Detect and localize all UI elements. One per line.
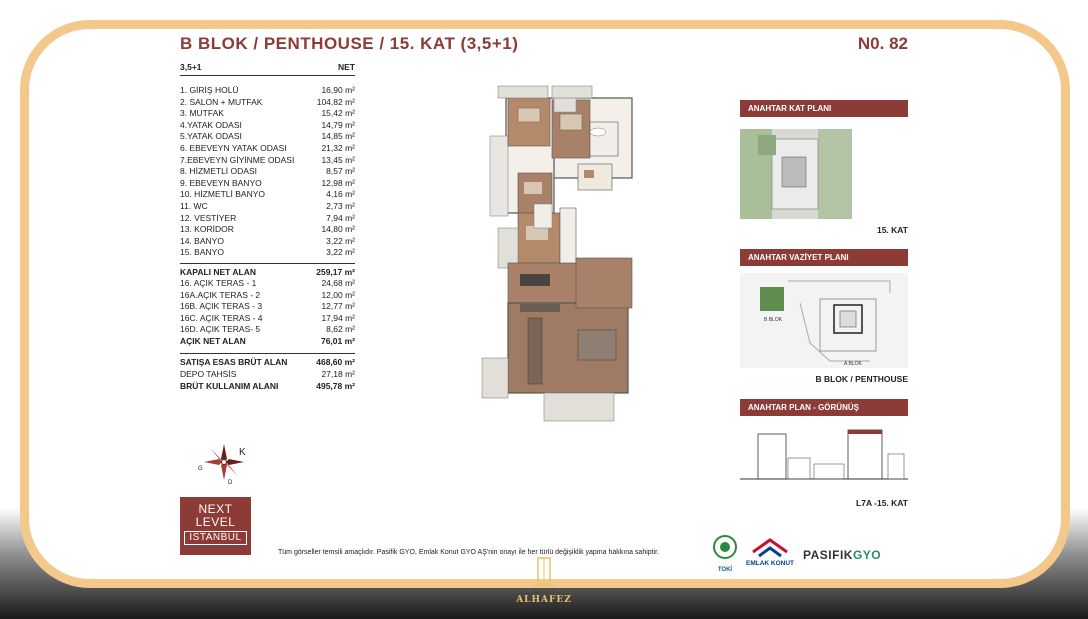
row-area: 12,00 m²	[321, 289, 355, 300]
page-title: B BLOK / PENTHOUSE / 15. KAT (3,5+1)	[180, 34, 519, 53]
alhafez-building-icon	[530, 556, 558, 590]
gyo-word: GYO	[852, 548, 882, 562]
row-name: 9. EBEVEYN BANYO	[180, 177, 262, 188]
row-area: 3,22 m²	[326, 235, 355, 246]
table-row	[180, 224, 355, 236]
table-header	[180, 62, 355, 76]
row-name: 15. BANYO	[180, 247, 224, 258]
table-row	[180, 166, 355, 178]
key-site-label-a: A BLOK	[844, 361, 862, 367]
key-elevation-thumbnail	[740, 424, 908, 492]
row-name: 10. HİZMETLİ BANYO	[180, 189, 266, 200]
floor-plan	[468, 78, 640, 423]
row-area: 3,22 m²	[326, 247, 355, 258]
compass-k: K	[239, 447, 246, 458]
row-area: 14,79 m²	[321, 119, 355, 130]
emlak-konut-label: EMLAK KONUT	[745, 560, 795, 567]
kapali-row	[180, 263, 355, 278]
row-area: 17,94 m²	[321, 312, 355, 323]
key-site-heading: ANAHTAR VAZİYET PLANI	[740, 249, 908, 266]
row-area: 12,98 m²	[321, 177, 355, 188]
table-row	[180, 278, 355, 290]
row-area: 16,90 m²	[321, 85, 355, 95]
row-name: 3. MUTFAK	[180, 108, 224, 119]
row-name: 13. KORİDOR	[180, 224, 234, 235]
depo-row	[180, 369, 355, 381]
terrace-list	[180, 278, 355, 336]
pasifik-word: PASIFIK	[803, 548, 853, 562]
key-site-image	[740, 273, 908, 368]
table-row	[180, 143, 355, 155]
row-name: 12. VESTİYER	[180, 212, 237, 223]
row-area: 8,62 m²	[326, 324, 355, 335]
row-area: 15,42 m²	[321, 108, 355, 119]
brut-label: BRÜT KULLANIM ALANI	[180, 380, 279, 391]
acik-row	[180, 336, 355, 348]
key-site-thumbnail	[740, 273, 908, 368]
total-section	[180, 353, 355, 392]
row-area: 21,32 m²	[321, 142, 355, 153]
row-name: 16A.AÇIK TERAS - 2	[180, 289, 261, 300]
table-row	[180, 189, 355, 201]
row-name: 7.EBEVEYN GİYİNME ODASI	[180, 154, 295, 165]
compass-icon	[196, 440, 252, 484]
row-name: 16B. AÇIK TERAS - 3	[180, 301, 263, 312]
key-floor-caption: 15. KAT	[876, 225, 908, 235]
unit-number: N0. 82	[857, 34, 908, 53]
table-row	[180, 85, 355, 97]
row-name: 2. SALON + MUTFAK	[180, 96, 263, 107]
key-floor-panel	[740, 100, 908, 235]
satisa-row	[180, 357, 355, 369]
brut-value: 495,78 m²	[316, 380, 355, 391]
logo-line-3: İSTANBUL	[184, 531, 247, 545]
acik-label: AÇIK NET ALAN	[180, 335, 246, 346]
key-site-caption: B BLOK / PENTHOUSE	[815, 374, 908, 384]
row-name: 14. BANYO	[180, 235, 224, 246]
compass-g: G	[198, 466, 203, 472]
row-area: 13,45 m²	[321, 154, 355, 165]
satisa-label: SATIŞA ESAS BRÜT ALAN	[180, 357, 288, 368]
toki-logo-icon	[710, 534, 740, 566]
row-name: 16D. AÇIK TERAS- 5	[180, 324, 261, 335]
satisa-value: 468,60 m²	[316, 357, 355, 368]
row-name: 1. GİRİŞ HOLÜ	[180, 85, 239, 95]
depo-value: 27,18 m²	[321, 369, 355, 380]
key-elevation-panel	[740, 399, 908, 508]
row-area: 2,73 m²	[326, 200, 355, 211]
table-row	[180, 108, 355, 120]
row-area: 4,16 m²	[326, 189, 355, 200]
logo-line-2: LEVEL	[195, 515, 236, 529]
table-row	[180, 301, 355, 313]
table-row	[180, 201, 355, 213]
row-name: 6. EBEVEYN YATAK ODASI	[180, 142, 287, 153]
row-area: 104,82 m²	[316, 96, 355, 107]
depo-label: DEPO TAHSİS	[180, 369, 237, 380]
row-name: 16C. AÇIK TERAS - 4	[180, 312, 263, 323]
row-area: 8,57 m²	[326, 166, 355, 177]
area-table	[180, 62, 355, 392]
alhafez-watermark	[504, 556, 584, 606]
net-label: NET	[338, 62, 355, 72]
row-name: 5.YATAK ODASI	[180, 131, 242, 142]
table-row	[180, 313, 355, 325]
key-floor-thumbnail	[740, 129, 852, 219]
row-area: 7,94 m²	[326, 212, 355, 223]
acik-value: 76,01 m²	[320, 335, 355, 346]
table-row	[180, 155, 355, 167]
logo-line-1: NEXT	[198, 502, 233, 516]
row-name: 16. AÇIK TERAS - 1	[180, 277, 257, 288]
key-site-panel	[740, 249, 908, 384]
key-site-label-b: B BLOK	[764, 317, 783, 323]
row-area: 12,77 m²	[321, 301, 355, 312]
key-elevation-caption: L7A -15. KAT	[856, 498, 908, 508]
kapali-label: KAPALI NET ALAN	[180, 266, 257, 277]
toki-label: TOKİ	[717, 567, 733, 573]
table-row	[180, 97, 355, 109]
key-floor-image	[740, 129, 852, 219]
type-label: 3,5+1	[180, 62, 202, 72]
next-level-logo	[180, 497, 251, 555]
table-row	[180, 290, 355, 302]
table-row	[180, 178, 355, 190]
alhafez-text: ALHAFEZ	[516, 595, 572, 605]
row-name: 8. HİZMETLİ ODASI	[180, 166, 257, 177]
row-name: 11. WC	[180, 200, 208, 211]
key-elevation-heading: ANAHTAR PLAN - GÖRÜNÜŞ	[740, 399, 908, 416]
table-row	[180, 324, 355, 336]
key-elevation-image	[740, 424, 908, 492]
row-area: 14,85 m²	[321, 131, 355, 142]
compass-d: D	[228, 480, 233, 484]
row-area: 14,80 m²	[321, 224, 355, 235]
room-list	[180, 85, 355, 259]
table-row	[180, 236, 355, 248]
pasifik-gyo-logo	[803, 548, 881, 562]
key-floor-heading: ANAHTAR KAT PLANI	[740, 100, 908, 117]
table-row	[180, 131, 355, 143]
disclaimer-text: Tüm görseller temsili amaçlıdır. Pasifik GYO, Emlak Konut GYO AŞ'nin onayı ile her türlü değişiklik yapma hakkına sahiptir.	[278, 549, 660, 556]
table-row	[180, 247, 355, 259]
table-row	[180, 213, 355, 225]
brut-row	[180, 381, 355, 393]
row-name: 4.YATAK ODASI	[180, 119, 242, 130]
row-area: 24,68 m²	[321, 277, 355, 288]
kapali-value: 259,17 m²	[316, 266, 355, 277]
table-row	[180, 120, 355, 132]
